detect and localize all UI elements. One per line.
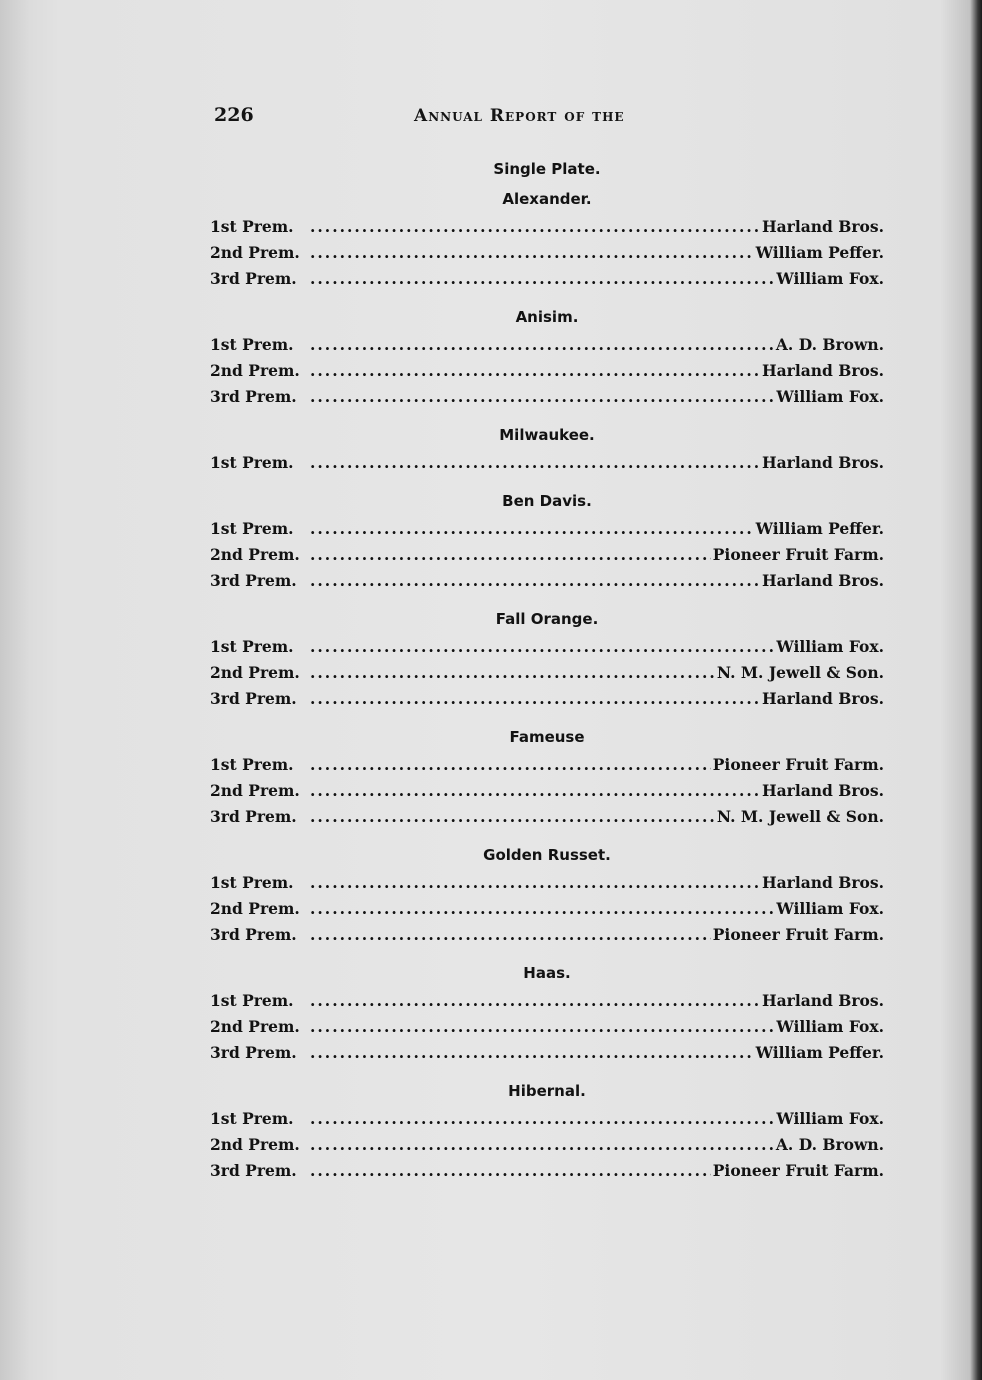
variety-title: Fall Orange. <box>495 610 599 628</box>
premium-entry <box>210 568 884 594</box>
premium-winner: William Peffer. <box>755 519 884 538</box>
premium-place: 3rd Prem. <box>210 689 297 708</box>
dot-leader <box>310 1106 774 1132</box>
running-title: Annual Report of the <box>414 106 625 126</box>
variety-section <box>210 844 884 948</box>
variety-title: Anisim. <box>515 308 579 326</box>
dot-leader <box>310 752 711 778</box>
premium-winner: William Fox. <box>776 899 884 918</box>
premium-winner: Harland Bros. <box>761 217 884 236</box>
premium-winner: Harland Bros. <box>761 781 884 800</box>
premium-place: 1st Prem. <box>210 1109 294 1128</box>
variety-section <box>210 490 884 594</box>
premium-entry <box>210 686 884 712</box>
premium-entry <box>210 660 884 686</box>
premium-place: 3rd Prem. <box>210 571 297 590</box>
premium-winner: William Fox. <box>776 269 884 288</box>
premium-place: 2nd Prem. <box>210 361 300 380</box>
variety-section <box>210 1080 884 1184</box>
variety-title: Milwaukee. <box>499 426 595 444</box>
page-header <box>214 104 884 134</box>
variety-section <box>210 608 884 712</box>
premium-winner: Harland Bros. <box>761 873 884 892</box>
premium-place: 1st Prem. <box>210 335 294 354</box>
premium-place: 2nd Prem. <box>210 781 300 800</box>
dot-leader <box>310 542 711 568</box>
dot-leader <box>310 660 715 686</box>
premium-place: 3rd Prem. <box>210 1043 297 1062</box>
dot-leader <box>310 332 774 358</box>
premium-place: 3rd Prem. <box>210 269 297 288</box>
section-heading: Single Plate. <box>493 160 601 178</box>
variety-section <box>210 424 884 476</box>
premium-entry <box>210 450 884 476</box>
variety-title: Golden Russet. <box>483 846 611 864</box>
premium-entry <box>210 266 884 292</box>
dot-leader <box>310 686 760 712</box>
premium-entry <box>210 358 884 384</box>
dot-leader <box>310 988 760 1014</box>
premium-place: 2nd Prem. <box>210 1017 300 1036</box>
variety-title: Fameuse <box>509 728 585 746</box>
dot-leader <box>310 922 711 948</box>
variety-title: Alexander. <box>502 190 592 208</box>
dot-leader <box>310 266 774 292</box>
premium-entry <box>210 1040 884 1066</box>
variety-section <box>210 726 884 830</box>
variety-section <box>210 962 884 1066</box>
dot-leader <box>310 1014 774 1040</box>
dot-leader <box>310 804 715 830</box>
premium-winner: Pioneer Fruit Farm. <box>712 545 884 564</box>
premium-winner: A. D. Brown. <box>775 1135 884 1154</box>
premium-place: 3rd Prem. <box>210 807 297 826</box>
premium-entry <box>210 634 884 660</box>
premium-entry <box>210 240 884 266</box>
premium-place: 2nd Prem. <box>210 545 300 564</box>
premium-place: 1st Prem. <box>210 217 294 236</box>
premium-winner: Harland Bros. <box>761 689 884 708</box>
premium-place: 3rd Prem. <box>210 387 297 406</box>
premium-winner: Pioneer Fruit Farm. <box>712 925 884 944</box>
premium-entry <box>210 1158 884 1184</box>
premium-place: 3rd Prem. <box>210 1161 297 1180</box>
dot-leader <box>310 568 760 594</box>
dot-leader <box>310 778 760 804</box>
dot-leader <box>310 870 760 896</box>
dot-leader <box>310 358 760 384</box>
premium-entry <box>210 870 884 896</box>
variety-title: Ben Davis. <box>502 492 592 510</box>
premium-place: 2nd Prem. <box>210 663 300 682</box>
premium-entry <box>210 922 884 948</box>
premium-winner: N. M. Jewell & Son. <box>716 663 884 682</box>
dot-leader <box>310 450 760 476</box>
premium-winner: Harland Bros. <box>761 991 884 1010</box>
premium-winner: William Fox. <box>776 1017 884 1036</box>
premium-winner: William Fox. <box>776 387 884 406</box>
premium-entry <box>210 384 884 410</box>
premium-place: 1st Prem. <box>210 991 294 1010</box>
dot-leader <box>310 1040 754 1066</box>
premium-entry <box>210 804 884 830</box>
premium-winner: William Peffer. <box>755 1043 884 1062</box>
dot-leader <box>310 240 754 266</box>
dot-leader <box>310 384 774 410</box>
variety-section <box>210 306 884 410</box>
premium-entry <box>210 542 884 568</box>
premium-winner: William Fox. <box>776 1109 884 1128</box>
premium-entry <box>210 752 884 778</box>
premium-winner: A. D. Brown. <box>775 335 884 354</box>
premium-place: 1st Prem. <box>210 453 294 472</box>
variety-title: Hibernal. <box>508 1082 586 1100</box>
premium-entry <box>210 778 884 804</box>
dot-leader <box>310 214 760 240</box>
premium-entry <box>210 516 884 542</box>
premium-place: 3rd Prem. <box>210 925 297 944</box>
premium-winner: Pioneer Fruit Farm. <box>712 755 884 774</box>
premium-entry <box>210 214 884 240</box>
premium-winner: Pioneer Fruit Farm. <box>712 1161 884 1180</box>
page-number: 226 <box>214 104 254 126</box>
premium-winner: Harland Bros. <box>761 361 884 380</box>
premium-entry <box>210 332 884 358</box>
premium-winner: William Peffer. <box>755 243 884 262</box>
dot-leader <box>310 634 774 660</box>
premium-place: 2nd Prem. <box>210 899 300 918</box>
premium-winner: Harland Bros. <box>761 453 884 472</box>
variety-title: Haas. <box>523 964 571 982</box>
premium-winner: N. M. Jewell & Son. <box>716 807 884 826</box>
premium-entry <box>210 1106 884 1132</box>
premium-entry <box>210 1014 884 1040</box>
premium-entry <box>210 988 884 1014</box>
dot-leader <box>310 1158 711 1184</box>
premium-list <box>210 158 884 1184</box>
dot-leader <box>310 516 754 542</box>
premium-place: 1st Prem. <box>210 873 294 892</box>
premium-winner: Harland Bros. <box>761 571 884 590</box>
premium-place: 1st Prem. <box>210 755 294 774</box>
variety-section <box>210 188 884 292</box>
premium-winner: William Fox. <box>776 637 884 656</box>
premium-entry <box>210 1132 884 1158</box>
premium-place: 2nd Prem. <box>210 1135 300 1154</box>
premium-entry <box>210 896 884 922</box>
premium-place: 1st Prem. <box>210 637 294 656</box>
premium-place: 2nd Prem. <box>210 243 300 262</box>
dot-leader <box>310 896 774 922</box>
dot-leader <box>310 1132 774 1158</box>
premium-place: 1st Prem. <box>210 519 294 538</box>
